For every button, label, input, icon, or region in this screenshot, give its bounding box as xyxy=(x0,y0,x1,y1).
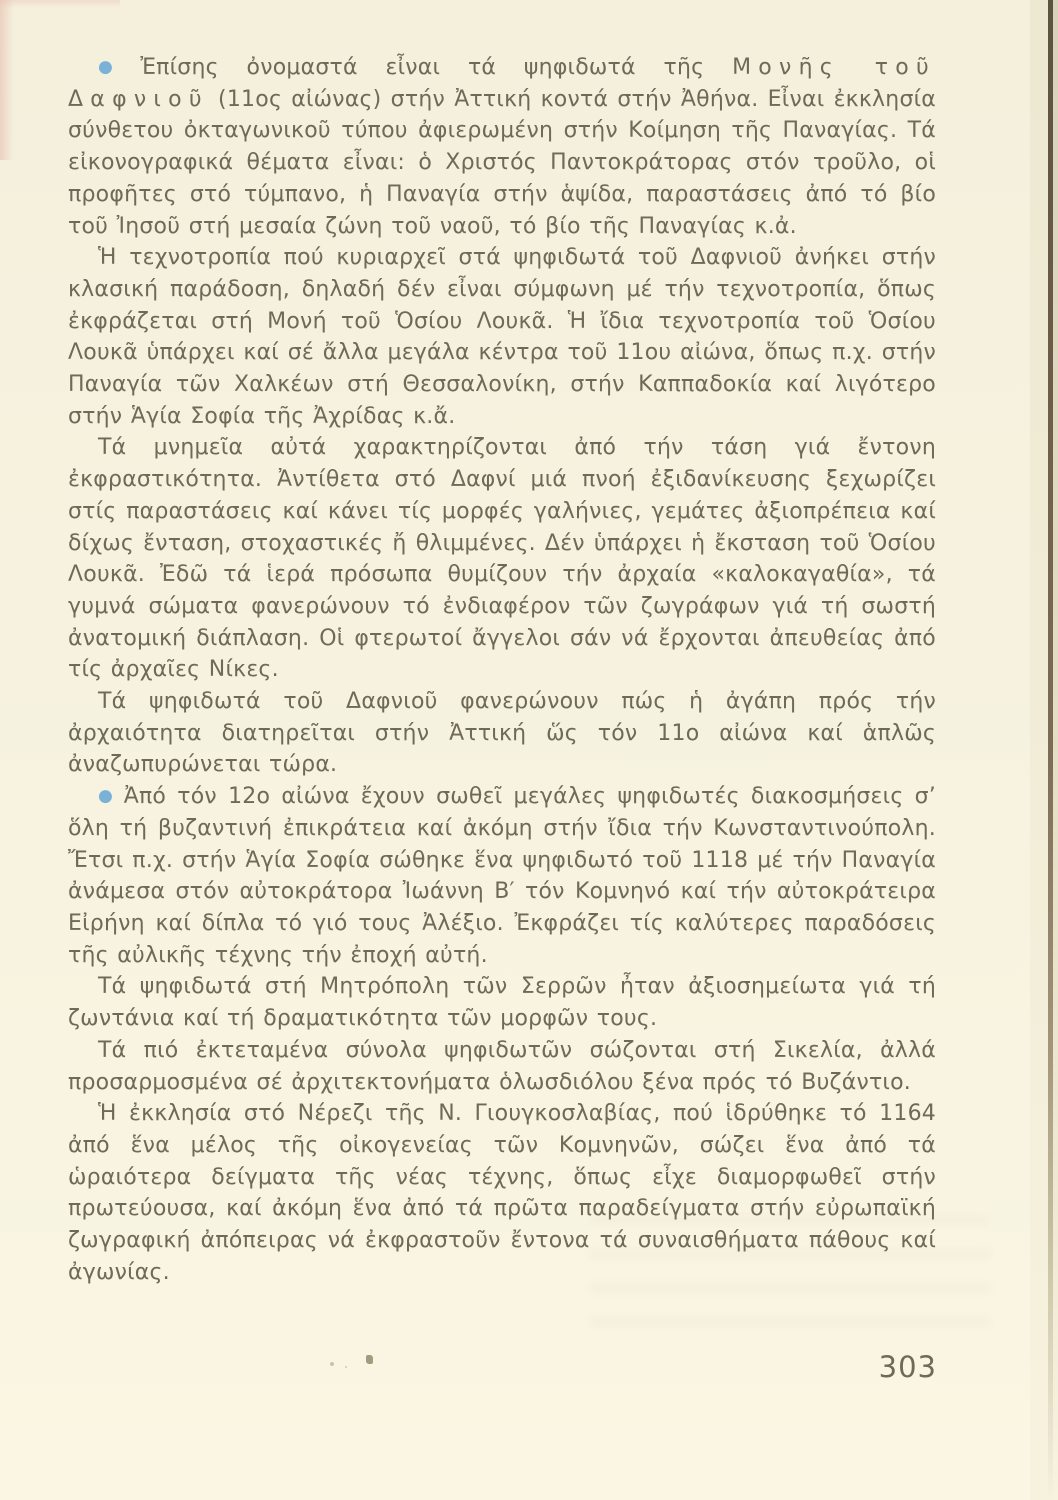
page-edge-shade xyxy=(1030,0,1048,1500)
paragraph xyxy=(68,781,936,971)
body-text: Τά ψηφιδωτά στή Μητρόπολη τῶν Σερρῶν ἦταν ἀξιοσημείωτα γιά τή ζωντάνια καί τή δραματικότητα τῶν μορφῶν τους. xyxy=(68,974,936,1032)
paragraph xyxy=(68,432,936,686)
scan-corner-tint xyxy=(0,0,14,160)
body-text: Ἡ τεχνοτροπία πού κυριαρχεῖ στά ψηφιδωτά τοῦ Δαφνιοῦ ἀνήκει στήν κλασική παράδοση, δηλαδή δέν εἶναι σύμφωνη μέ τήν τεχνοτροπία, ὅπως ἐκφράζεται στή Μονή τοῦ Ὁσίου Λουκᾶ. Ἡ ἴδια τεχνοτροπία τοῦ Ὁσίου Λουκᾶ ὑπάρχει καί σέ ἄλλα μεγάλα κέντρα τοῦ 11ου αἰώνα, ὅπως π.χ. στήν Παναγία τῶν Χαλκέων στή Θεσσαλονίκη, στήν Καππαδοκία καί λιγότερο στήν Ἁγία Σοφία τῆς Ἀχρίδας κ.ἄ. xyxy=(68,245,936,429)
body-text: Ἡ ἐκκλησία στό Νέρεζι τῆς Ν. Γιουγκοσλαβίας, πού ἱδρύθηκε τό 1164 ἀπό ἕνα μέλος τῆς οἰκογενείας τῶν Κομνηνῶν, σώζει ἕνα ἀπό τά ὡραιότερα δείγματα τῆς νέας τέχνης, ὅπως εἶχε διαμορφωθεῖ στήν πρωτεύουσα, καί ἀκόμη ἕνα ἀπό τά πρῶτα παραδείγματα στήν εὐρωπαϊκή ζωγραφική ἀπόπειρας νά ἐκφραστοῦν ἔντονα τά συναισθήματα πάθους καί ἀγωνίας. xyxy=(68,1101,936,1285)
paragraph xyxy=(68,242,936,432)
paragraph xyxy=(68,971,936,1034)
paragraph xyxy=(68,686,936,781)
page-number: 303 xyxy=(878,1350,937,1384)
scan-corner-tint-top xyxy=(0,0,120,8)
bullet-icon: ● xyxy=(98,57,133,77)
text-block xyxy=(68,52,936,1288)
paragraph xyxy=(68,52,936,242)
ink-speck xyxy=(366,1355,373,1364)
body-text: Τά πιό ἐκτεταμένα σύνολα ψηφιδωτῶν σώζονται στή Σικελία, ἀλλά προσαρμοσμένα σέ ἀρχιτεκτονήματα ὁλωσδιόλου ξένα πρός τό Βυζάντιο. xyxy=(68,1037,936,1095)
body-text: Ἐπίσης ὀνομαστά εἶναι τά ψηφιδωτά τῆς xyxy=(140,55,733,80)
dust-dots xyxy=(330,1362,334,1366)
body-text: (11ος αἰώνας) στήν Ἀττική κοντά στήν Ἀθήνα. Εἶναι ἐκκλησία σύνθετου ὀκταγωνικοῦ τύπου ἀφιερωμένη στήν Κοίμηση τῆς Παναγίας. Τά εἰκονογραφικά θέματα εἶναι: ὁ Χριστός Παντοκράτορας στόν τροῦλο, οἱ προφῆτες στό τύμπανο, ἡ Παναγία στήν ἁψίδα, παραστάσεις ἀπό τό βίο τοῦ Ἰησοῦ στή μεσαία ζώνη τοῦ ναοῦ, τό βίο τῆς Παναγίας κ.ἀ. xyxy=(68,86,936,239)
paragraph xyxy=(68,1098,936,1288)
bullet-icon: ● xyxy=(98,786,116,807)
body-text: Ἀπό τόν 12ο αἰώνα ἔχουν σωθεῖ μεγάλες ψηφιδωτές διακοσμήσεις σ’ ὅλη τή βυζαντινή ἐπικράτεια καί ἀκόμη στήν ἴδια τήν Κωνσταντινούπολη. Ἔτσι π.χ. στήν Ἁγία Σοφία σώθηκε ἕνα ψηφιδωτό τοῦ 1118 μέ τήν Παναγία ἀνάμεσα στόν αὐτοκράτορα Ἰωάννη Β′ τόν Κομνηνό καί τήν αὐτοκράτειρα Εἰρήνη καί δίπλα τό γιό τους Ἀλέξιο. Ἐκφράζει τίς καλύτερες παραδόσεις τῆς αὐλικῆς τέχνης τήν ἐποχή αὐτή. xyxy=(68,784,937,968)
page-edge-outer xyxy=(1053,0,1058,1500)
emphasized-spaced-text: Μονῆς τοῦ Δαφνιοῦ xyxy=(68,55,936,112)
body-text: Τά μνημεῖα αὐτά χαρακτηρίζονται ἀπό τήν τάση γιά ἔντονη ἐκφραστικότητα. Ἀντίθετα στό Δαφνί μιά πνοή ἐξιδανίκευσης ξεχωρίζει στίς παραστάσεις καί κάνει τίς μορφές γαλήνιες, γεμάτες ἀξιοπρέπεια καί δίχως ἔνταση, στοχαστικές ἤ θλιμμένες. Δέν ὑπάρχει ἡ ἔκσταση τοῦ Ὁσίου Λουκᾶ. Ἐδῶ τά ἱερά πρόσωπα θυμίζουν τήν ἀρχαία «καλοκαγαθία», τά γυμνά σώματα φανερώνουν τό ἐνδιαφέρον τῶν ζωγράφων γιά τή σωστή ἀνατομική διάπλαση. Οἱ φτερωτοί ἄγγελοι σάν νά ἔρχονται ἀπευθείας ἀπό τίς ἀρχαῖες Νίκες. xyxy=(68,435,936,683)
body-text: Τά ψηφιδωτά τοῦ Δαφνιοῦ φανερώνουν πώς ἡ ἀγάπη πρός τήν ἀρχαιότητα διατηρεῖται στήν Ἀττική ὥς τόν 11ο αἰώνα καί ἁπλῶς ἀναζωπυρώνεται τώρα. xyxy=(68,689,936,778)
paragraph xyxy=(68,1035,936,1098)
